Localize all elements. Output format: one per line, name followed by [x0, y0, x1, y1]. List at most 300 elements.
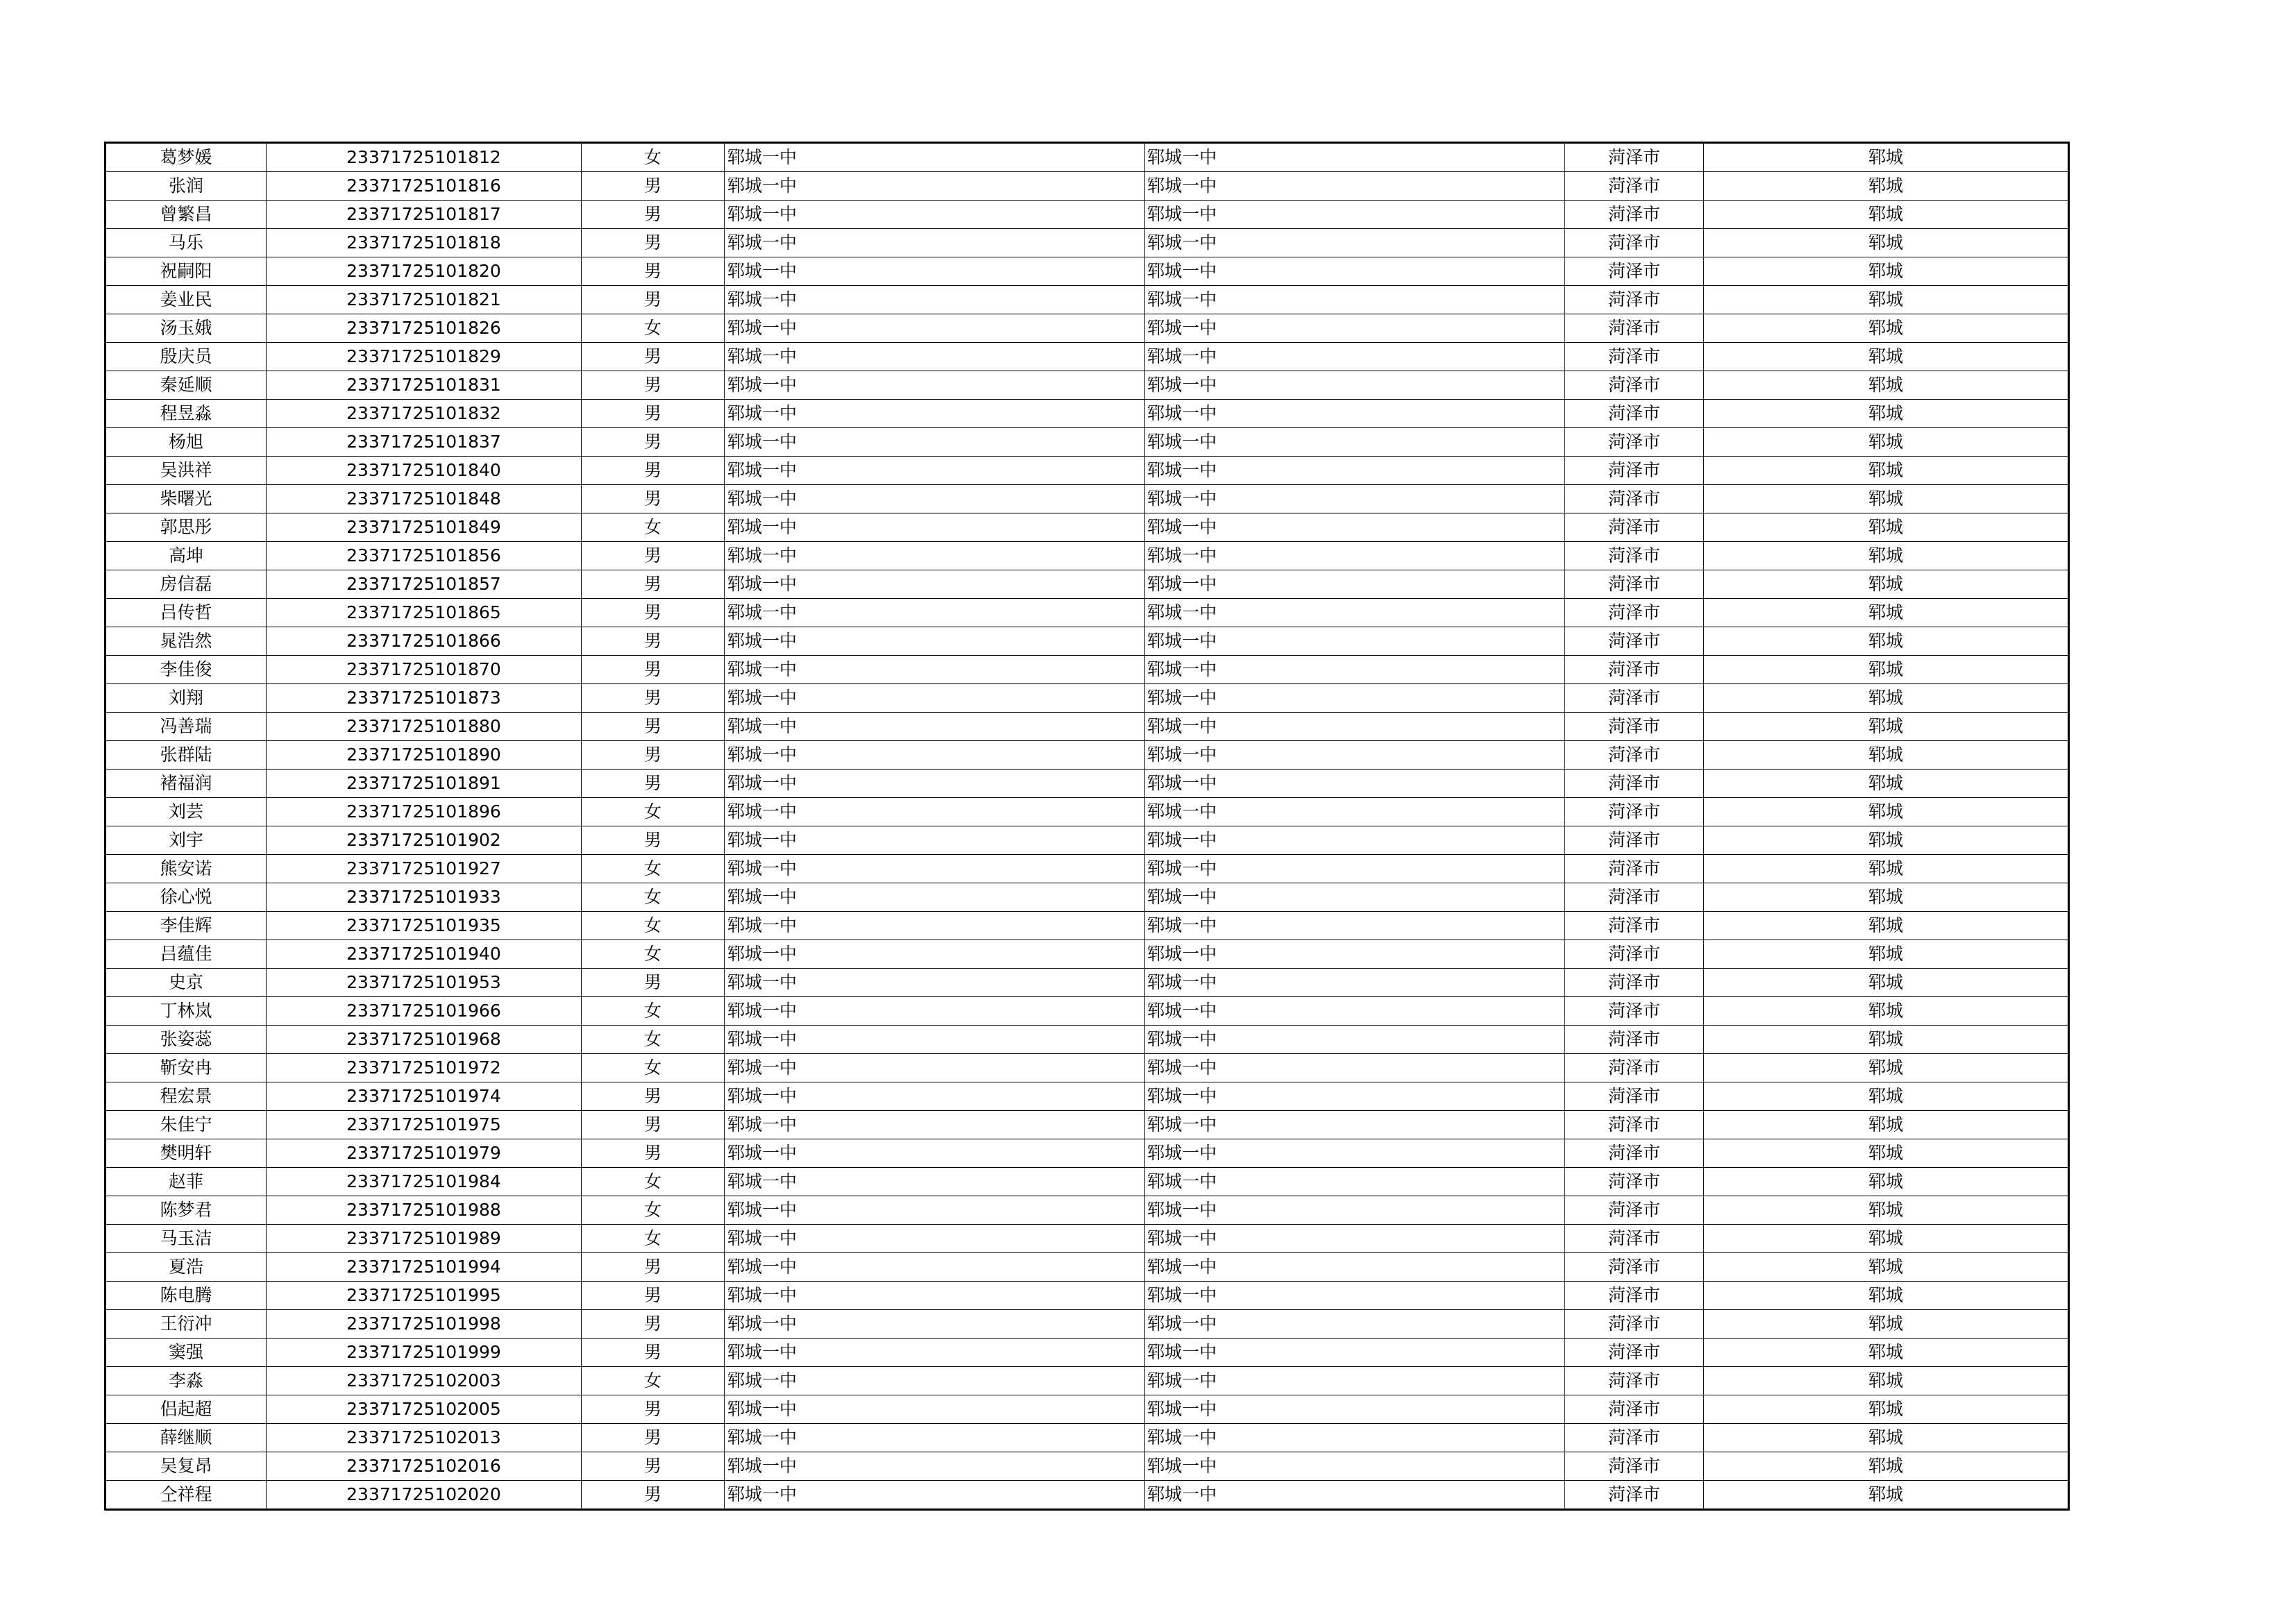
table-row: [105, 1054, 2069, 1082]
name-cell: 李佳俊: [105, 656, 267, 684]
school-cell: 郓城一中: [725, 314, 1145, 343]
county-cell: 郓城: [1704, 257, 2069, 286]
city-cell: 菏泽市: [1565, 912, 1704, 940]
county-cell: 郓城: [1704, 428, 2069, 457]
exam-site-cell: 郓城一中: [1145, 1339, 1565, 1367]
city-cell: 菏泽市: [1565, 1282, 1704, 1310]
school-cell: 郓城一中: [725, 826, 1145, 855]
exam-site-cell: 郓城一中: [1145, 798, 1565, 826]
exam-site-cell: 郓城一中: [1145, 201, 1565, 229]
exam-id-cell: 23371725101821: [267, 286, 582, 314]
exam-site-cell: 郓城一中: [1145, 1253, 1565, 1282]
city-cell: 菏泽市: [1565, 883, 1704, 912]
county-cell: 郓城: [1704, 1395, 2069, 1424]
exam-id-cell: 23371725101968: [267, 1026, 582, 1054]
exam-id-cell: 23371725101820: [267, 257, 582, 286]
city-cell: 菏泽市: [1565, 343, 1704, 371]
county-cell: 郓城: [1704, 229, 2069, 257]
school-cell: 郓城一中: [725, 969, 1145, 997]
name-cell: 陈梦君: [105, 1196, 267, 1225]
county-cell: 郓城: [1704, 940, 2069, 969]
name-cell: 汤玉娥: [105, 314, 267, 343]
city-cell: 菏泽市: [1565, 542, 1704, 570]
table-row: [105, 143, 2069, 172]
table-row: [105, 371, 2069, 400]
table-row: [105, 770, 2069, 798]
county-cell: 郓城: [1704, 286, 2069, 314]
city-cell: 菏泽市: [1565, 570, 1704, 599]
city-cell: 菏泽市: [1565, 143, 1704, 172]
exam-site-cell: 郓城一中: [1145, 172, 1565, 201]
exam-id-cell: 23371725101995: [267, 1282, 582, 1310]
county-cell: 郓城: [1704, 855, 2069, 883]
school-cell: 郓城一中: [725, 1168, 1145, 1196]
school-cell: 郓城一中: [725, 1310, 1145, 1339]
county-cell: 郓城: [1704, 400, 2069, 428]
table-row: [105, 1452, 2069, 1481]
table-row: [105, 485, 2069, 513]
school-cell: 郓城一中: [725, 855, 1145, 883]
school-cell: 郓城一中: [725, 883, 1145, 912]
gender-cell: 男: [582, 770, 725, 798]
city-cell: 菏泽市: [1565, 798, 1704, 826]
county-cell: 郓城: [1704, 912, 2069, 940]
county-cell: 郓城: [1704, 343, 2069, 371]
exam-site-cell: 郓城一中: [1145, 1139, 1565, 1168]
table-row: [105, 1168, 2069, 1196]
name-cell: 高坤: [105, 542, 267, 570]
name-cell: 祝嗣阳: [105, 257, 267, 286]
exam-site-cell: 郓城一中: [1145, 485, 1565, 513]
exam-site-cell: 郓城一中: [1145, 1082, 1565, 1111]
name-cell: 马玉洁: [105, 1225, 267, 1253]
exam-id-cell: 23371725101994: [267, 1253, 582, 1282]
school-cell: 郓城一中: [725, 1481, 1145, 1510]
table-row: [105, 826, 2069, 855]
city-cell: 菏泽市: [1565, 1253, 1704, 1282]
gender-cell: 男: [582, 656, 725, 684]
county-cell: 郓城: [1704, 1168, 2069, 1196]
gender-cell: 男: [582, 201, 725, 229]
exam-site-cell: 郓城一中: [1145, 1282, 1565, 1310]
county-cell: 郓城: [1704, 1026, 2069, 1054]
exam-id-cell: 23371725101966: [267, 997, 582, 1026]
name-cell: 李淼: [105, 1367, 267, 1395]
name-cell: 郭思彤: [105, 513, 267, 542]
county-cell: 郓城: [1704, 1111, 2069, 1139]
name-cell: 陈电腾: [105, 1282, 267, 1310]
city-cell: 菏泽市: [1565, 1395, 1704, 1424]
exam-site-cell: 郓城一中: [1145, 627, 1565, 656]
gender-cell: 男: [582, 257, 725, 286]
exam-site-cell: 郓城一中: [1145, 997, 1565, 1026]
school-cell: 郓城一中: [725, 570, 1145, 599]
city-cell: 菏泽市: [1565, 855, 1704, 883]
county-cell: 郓城: [1704, 1310, 2069, 1339]
county-cell: 郓城: [1704, 570, 2069, 599]
school-cell: 郓城一中: [725, 1367, 1145, 1395]
city-cell: 菏泽市: [1565, 286, 1704, 314]
county-cell: 郓城: [1704, 627, 2069, 656]
name-cell: 薛继顺: [105, 1424, 267, 1452]
exam-id-cell: 23371725101902: [267, 826, 582, 855]
table-row: [105, 1026, 2069, 1054]
exam-site-cell: 郓城一中: [1145, 656, 1565, 684]
gender-cell: 男: [582, 371, 725, 400]
gender-cell: 男: [582, 1310, 725, 1339]
school-cell: 郓城一中: [725, 627, 1145, 656]
name-cell: 赵菲: [105, 1168, 267, 1196]
city-cell: 菏泽市: [1565, 1367, 1704, 1395]
exam-id-cell: 23371725102005: [267, 1395, 582, 1424]
county-cell: 郓城: [1704, 713, 2069, 741]
exam-site-cell: 郓城一中: [1145, 1424, 1565, 1452]
name-cell: 程宏景: [105, 1082, 267, 1111]
school-cell: 郓城一中: [725, 656, 1145, 684]
exam-id-cell: 23371725101989: [267, 1225, 582, 1253]
school-cell: 郓城一中: [725, 684, 1145, 713]
gender-cell: 男: [582, 1082, 725, 1111]
exam-site-cell: 郓城一中: [1145, 1367, 1565, 1395]
exam-id-cell: 23371725101848: [267, 485, 582, 513]
city-cell: 菏泽市: [1565, 1225, 1704, 1253]
city-cell: 菏泽市: [1565, 1026, 1704, 1054]
exam-site-cell: 郓城一中: [1145, 1452, 1565, 1481]
exam-id-cell: 23371725101873: [267, 684, 582, 713]
name-cell: 靳安冉: [105, 1054, 267, 1082]
exam-site-cell: 郓城一中: [1145, 1196, 1565, 1225]
name-cell: 张群陆: [105, 741, 267, 770]
table-row: [105, 1339, 2069, 1367]
exam-site-cell: 郓城一中: [1145, 314, 1565, 343]
city-cell: 菏泽市: [1565, 599, 1704, 627]
table-row: [105, 286, 2069, 314]
county-cell: 郓城: [1704, 1282, 2069, 1310]
name-cell: 吴洪祥: [105, 457, 267, 485]
exam-site-cell: 郓城一中: [1145, 229, 1565, 257]
gender-cell: 女: [582, 1225, 725, 1253]
county-cell: 郓城: [1704, 1082, 2069, 1111]
name-cell: 张姿蕊: [105, 1026, 267, 1054]
exam-site-cell: 郓城一中: [1145, 770, 1565, 798]
city-cell: 菏泽市: [1565, 997, 1704, 1026]
gender-cell: 男: [582, 599, 725, 627]
county-cell: 郓城: [1704, 1452, 2069, 1481]
city-cell: 菏泽市: [1565, 656, 1704, 684]
name-cell: 柴曙光: [105, 485, 267, 513]
name-cell: 刘宇: [105, 826, 267, 855]
exam-id-cell: 23371725101933: [267, 883, 582, 912]
exam-site-cell: 郓城一中: [1145, 940, 1565, 969]
county-cell: 郓城: [1704, 513, 2069, 542]
exam-site-cell: 郓城一中: [1145, 1395, 1565, 1424]
county-cell: 郓城: [1704, 201, 2069, 229]
table-row: [105, 627, 2069, 656]
table-row: [105, 1225, 2069, 1253]
exam-id-cell: 23371725101998: [267, 1310, 582, 1339]
table-row: [105, 513, 2069, 542]
table-row: [105, 400, 2069, 428]
exam-id-cell: 23371725101999: [267, 1339, 582, 1367]
table-row: [105, 201, 2069, 229]
school-cell: 郓城一中: [725, 1339, 1145, 1367]
student-roster-table: [104, 142, 2070, 1511]
school-cell: 郓城一中: [725, 143, 1145, 172]
gender-cell: 男: [582, 1452, 725, 1481]
exam-id-cell: 23371725101816: [267, 172, 582, 201]
table-row: [105, 457, 2069, 485]
exam-id-cell: 23371725101818: [267, 229, 582, 257]
name-cell: 吴复昂: [105, 1452, 267, 1481]
exam-site-cell: 郓城一中: [1145, 457, 1565, 485]
name-cell: 曾繁昌: [105, 201, 267, 229]
gender-cell: 女: [582, 314, 725, 343]
school-cell: 郓城一中: [725, 912, 1145, 940]
name-cell: 徐心悦: [105, 883, 267, 912]
gender-cell: 男: [582, 172, 725, 201]
gender-cell: 女: [582, 855, 725, 883]
name-cell: 张润: [105, 172, 267, 201]
gender-cell: 女: [582, 912, 725, 940]
table-row: [105, 1367, 2069, 1395]
table-row: [105, 1196, 2069, 1225]
table-row: [105, 229, 2069, 257]
county-cell: 郓城: [1704, 1139, 2069, 1168]
exam-id-cell: 23371725101865: [267, 599, 582, 627]
county-cell: 郓城: [1704, 1367, 2069, 1395]
table-row: [105, 883, 2069, 912]
gender-cell: 女: [582, 883, 725, 912]
exam-id-cell: 23371725102003: [267, 1367, 582, 1395]
gender-cell: 男: [582, 286, 725, 314]
city-cell: 菏泽市: [1565, 1111, 1704, 1139]
name-cell: 程昱淼: [105, 400, 267, 428]
exam-id-cell: 23371725101974: [267, 1082, 582, 1111]
table-row: [105, 912, 2069, 940]
city-cell: 菏泽市: [1565, 513, 1704, 542]
name-cell: 朱佳宁: [105, 1111, 267, 1139]
exam-id-cell: 23371725102013: [267, 1424, 582, 1452]
exam-site-cell: 郓城一中: [1145, 1481, 1565, 1510]
city-cell: 菏泽市: [1565, 1168, 1704, 1196]
exam-id-cell: 23371725101927: [267, 855, 582, 883]
school-cell: 郓城一中: [725, 513, 1145, 542]
county-cell: 郓城: [1704, 1481, 2069, 1510]
name-cell: 秦延顺: [105, 371, 267, 400]
exam-site-cell: 郓城一中: [1145, 513, 1565, 542]
gender-cell: 男: [582, 1253, 725, 1282]
gender-cell: 男: [582, 1481, 725, 1510]
city-cell: 菏泽市: [1565, 770, 1704, 798]
school-cell: 郓城一中: [725, 1082, 1145, 1111]
county-cell: 郓城: [1704, 371, 2069, 400]
county-cell: 郓城: [1704, 457, 2069, 485]
school-cell: 郓城一中: [725, 485, 1145, 513]
table-row: [105, 684, 2069, 713]
gender-cell: 女: [582, 1168, 725, 1196]
exam-site-cell: 郓城一中: [1145, 1111, 1565, 1139]
city-cell: 菏泽市: [1565, 713, 1704, 741]
city-cell: 菏泽市: [1565, 969, 1704, 997]
city-cell: 菏泽市: [1565, 1082, 1704, 1111]
school-cell: 郓城一中: [725, 371, 1145, 400]
exam-id-cell: 23371725101837: [267, 428, 582, 457]
county-cell: 郓城: [1704, 542, 2069, 570]
exam-id-cell: 23371725101953: [267, 969, 582, 997]
school-cell: 郓城一中: [725, 741, 1145, 770]
gender-cell: 男: [582, 684, 725, 713]
table-row: [105, 1111, 2069, 1139]
city-cell: 菏泽市: [1565, 400, 1704, 428]
exam-id-cell: 23371725101935: [267, 912, 582, 940]
county-cell: 郓城: [1704, 770, 2069, 798]
gender-cell: 男: [582, 400, 725, 428]
table-row: [105, 542, 2069, 570]
school-cell: 郓城一中: [725, 1424, 1145, 1452]
county-cell: 郓城: [1704, 684, 2069, 713]
county-cell: 郓城: [1704, 314, 2069, 343]
school-cell: 郓城一中: [725, 599, 1145, 627]
gender-cell: 男: [582, 627, 725, 656]
gender-cell: 男: [582, 457, 725, 485]
county-cell: 郓城: [1704, 1253, 2069, 1282]
exam-site-cell: 郓城一中: [1145, 1026, 1565, 1054]
school-cell: 郓城一中: [725, 997, 1145, 1026]
city-cell: 菏泽市: [1565, 1481, 1704, 1510]
city-cell: 菏泽市: [1565, 1054, 1704, 1082]
county-cell: 郓城: [1704, 656, 2069, 684]
county-cell: 郓城: [1704, 741, 2069, 770]
exam-id-cell: 23371725101972: [267, 1054, 582, 1082]
name-cell: 熊安诺: [105, 855, 267, 883]
city-cell: 菏泽市: [1565, 741, 1704, 770]
table-row: [105, 1282, 2069, 1310]
exam-site-cell: 郓城一中: [1145, 343, 1565, 371]
county-cell: 郓城: [1704, 485, 2069, 513]
roster-body: [105, 143, 2069, 1510]
county-cell: 郓城: [1704, 798, 2069, 826]
name-cell: 刘芸: [105, 798, 267, 826]
school-cell: 郓城一中: [725, 257, 1145, 286]
school-cell: 郓城一中: [725, 201, 1145, 229]
exam-site-cell: 郓城一中: [1145, 684, 1565, 713]
gender-cell: 女: [582, 997, 725, 1026]
exam-id-cell: 23371725102020: [267, 1481, 582, 1510]
city-cell: 菏泽市: [1565, 684, 1704, 713]
gender-cell: 男: [582, 1395, 725, 1424]
gender-cell: 男: [582, 969, 725, 997]
exam-id-cell: 23371725101870: [267, 656, 582, 684]
exam-id-cell: 23371725101880: [267, 713, 582, 741]
city-cell: 菏泽市: [1565, 229, 1704, 257]
county-cell: 郓城: [1704, 143, 2069, 172]
exam-site-cell: 郓城一中: [1145, 912, 1565, 940]
county-cell: 郓城: [1704, 1339, 2069, 1367]
exam-id-cell: 23371725101812: [267, 143, 582, 172]
name-cell: 夏浩: [105, 1253, 267, 1282]
exam-site-cell: 郓城一中: [1145, 257, 1565, 286]
exam-site-cell: 郓城一中: [1145, 428, 1565, 457]
school-cell: 郓城一中: [725, 400, 1145, 428]
city-cell: 菏泽市: [1565, 428, 1704, 457]
table-row: [105, 969, 2069, 997]
school-cell: 郓城一中: [725, 1139, 1145, 1168]
table-row: [105, 599, 2069, 627]
county-cell: 郓城: [1704, 1196, 2069, 1225]
gender-cell: 男: [582, 542, 725, 570]
table-row: [105, 172, 2069, 201]
school-cell: 郓城一中: [725, 1225, 1145, 1253]
table-row: [105, 428, 2069, 457]
city-cell: 菏泽市: [1565, 371, 1704, 400]
table-row: [105, 656, 2069, 684]
exam-site-cell: 郓城一中: [1145, 599, 1565, 627]
city-cell: 菏泽市: [1565, 1424, 1704, 1452]
exam-site-cell: 郓城一中: [1145, 826, 1565, 855]
gender-cell: 男: [582, 1282, 725, 1310]
exam-site-cell: 郓城一中: [1145, 542, 1565, 570]
city-cell: 菏泽市: [1565, 485, 1704, 513]
gender-cell: 女: [582, 143, 725, 172]
name-cell: 马乐: [105, 229, 267, 257]
exam-site-cell: 郓城一中: [1145, 143, 1565, 172]
county-cell: 郓城: [1704, 599, 2069, 627]
county-cell: 郓城: [1704, 1054, 2069, 1082]
name-cell: 仝祥程: [105, 1481, 267, 1510]
county-cell: 郓城: [1704, 883, 2069, 912]
exam-site-cell: 郓城一中: [1145, 883, 1565, 912]
school-cell: 郓城一中: [725, 229, 1145, 257]
name-cell: 殷庆员: [105, 343, 267, 371]
exam-id-cell: 23371725101891: [267, 770, 582, 798]
gender-cell: 男: [582, 343, 725, 371]
city-cell: 菏泽市: [1565, 457, 1704, 485]
exam-id-cell: 23371725101857: [267, 570, 582, 599]
table-row: [105, 1310, 2069, 1339]
gender-cell: 女: [582, 1367, 725, 1395]
exam-id-cell: 23371725101984: [267, 1168, 582, 1196]
name-cell: 褚福润: [105, 770, 267, 798]
table-row: [105, 1139, 2069, 1168]
name-cell: 窦强: [105, 1339, 267, 1367]
school-cell: 郓城一中: [725, 1395, 1145, 1424]
exam-id-cell: 23371725101866: [267, 627, 582, 656]
table-row: [105, 1082, 2069, 1111]
gender-cell: 男: [582, 713, 725, 741]
city-cell: 菏泽市: [1565, 1310, 1704, 1339]
name-cell: 刘翔: [105, 684, 267, 713]
table-row: [105, 798, 2069, 826]
table-row: [105, 1253, 2069, 1282]
school-cell: 郓城一中: [725, 343, 1145, 371]
gender-cell: 女: [582, 1196, 725, 1225]
exam-id-cell: 23371725101856: [267, 542, 582, 570]
county-cell: 郓城: [1704, 172, 2069, 201]
exam-site-cell: 郓城一中: [1145, 855, 1565, 883]
exam-site-cell: 郓城一中: [1145, 713, 1565, 741]
table-row: [105, 741, 2069, 770]
exam-id-cell: 23371725101826: [267, 314, 582, 343]
school-cell: 郓城一中: [725, 1253, 1145, 1282]
name-cell: 姜业民: [105, 286, 267, 314]
exam-site-cell: 郓城一中: [1145, 286, 1565, 314]
exam-site-cell: 郓城一中: [1145, 400, 1565, 428]
city-cell: 菏泽市: [1565, 257, 1704, 286]
name-cell: 晁浩然: [105, 627, 267, 656]
city-cell: 菏泽市: [1565, 826, 1704, 855]
exam-site-cell: 郓城一中: [1145, 570, 1565, 599]
gender-cell: 男: [582, 1339, 725, 1367]
